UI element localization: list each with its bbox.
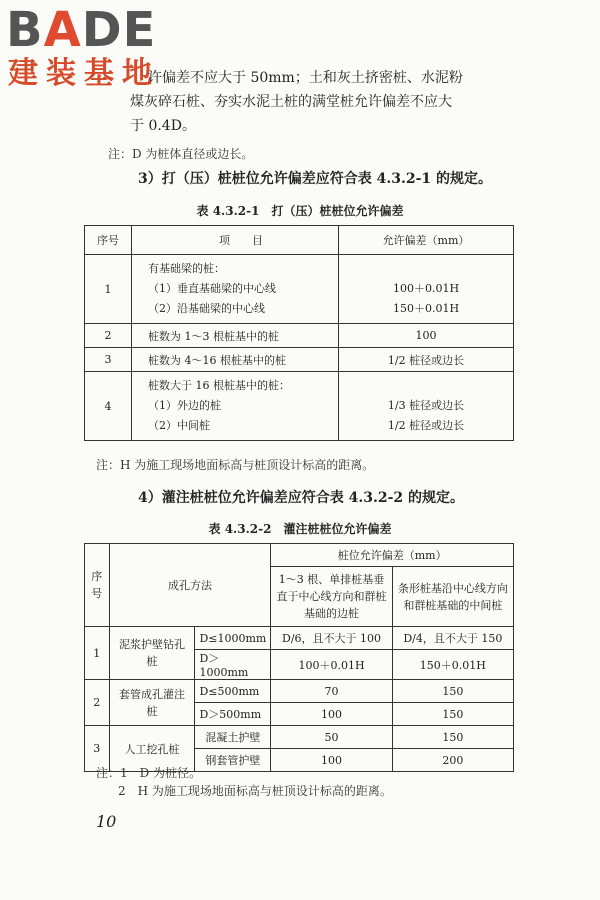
table-row: 1 泥浆护壁钻孔桩 D≤1000mm D/6，且不大于 100 D/4，且不大于 150 xyxy=(85,627,514,650)
t1-header-tol: 允许偏差（mm） xyxy=(339,226,514,255)
table-row: D＞1000mm 100＋0.01H 150＋0.01H xyxy=(85,650,514,680)
page-number: 10 xyxy=(96,812,117,831)
t2-header-col2: 条形桩基沿中心线方向和群桩基础的中间桩 xyxy=(392,567,513,627)
table-row: 钢套管护壁 100 200 xyxy=(85,749,514,772)
paragraph-line-2: 煤灰碎石桩、夯实水泥土桩的满堂桩允许偏差不应大 xyxy=(130,94,452,110)
t1-header-no: 序号 xyxy=(85,226,132,255)
table-row: 3 人工挖孔桩 混凝土护壁 50 150 xyxy=(85,726,514,749)
table-row: 2 桩数为 1～3 根桩基中的桩 100 xyxy=(85,324,514,348)
t2-header-tol: 桩位允许偏差（mm） xyxy=(271,544,514,567)
paragraph-line-1: 许偏差不应大于 50mm；土和灰土挤密桩、水泥粉 xyxy=(148,70,463,86)
logo-subtitle: 建装基地 xyxy=(8,56,160,91)
table-row: 2 套管成孔灌注桩 D≤500mm 70 150 xyxy=(85,680,514,703)
table1-note: 注：H 为施工现场地面标高与桩顶设计标高的距离。 xyxy=(96,458,375,472)
paragraph-line-3: 于 0.4D。 xyxy=(130,118,196,134)
table-row: 3 桩数为 4～16 根桩基中的桩 1/2 桩径或边长 xyxy=(85,348,514,372)
t1-header-item: 项 目 xyxy=(132,226,339,255)
table-row: D＞500mm 100 150 xyxy=(85,703,514,726)
t2-header-no: 序号 xyxy=(85,544,110,627)
table-cast-pile-tolerance xyxy=(84,543,514,772)
table-row: 4 桩数大于 16 根桩基中的桩： （1）外边的桩 （2）中间桩 1/3 桩径或边长 1/2 桩径或边长 xyxy=(85,372,514,441)
logo-wordmark: BADE xyxy=(6,2,157,58)
table2-caption: 表 4.3.2-2 灌注桩桩位允许偏差 xyxy=(208,522,392,536)
t2-header-method: 成孔方法 xyxy=(109,544,271,627)
item-4-heading: 4）灌注桩桩位允许偏差应符合表 4.3.2-2 的规定。 xyxy=(138,490,465,506)
table2-note-1: 注：1 D 为桩径。 xyxy=(96,766,202,780)
item-3-heading: 3）打（压）桩桩位允许偏差应符合表 4.3.2-1 的规定。 xyxy=(138,171,493,187)
table1-caption: 表 4.3.2-1 打（压）桩桩位允许偏差 xyxy=(196,204,404,218)
table-row: 1 有基础梁的桩： （1）垂直基础梁的中心线 （2）沿基础梁的中心线 100＋0.01H 150＋0.01H xyxy=(85,255,514,324)
table2-note-2: 2 H 为施工现场地面标高与桩顶设计标高的距离。 xyxy=(118,784,392,798)
t2-header-col1: 1～3 根、单排桩基垂直于中心线方向和群桩基础的边桩 xyxy=(271,567,392,627)
table-driven-pile-tolerance xyxy=(84,225,514,441)
note-d: 注：D 为桩体直径或边长。 xyxy=(108,147,254,161)
